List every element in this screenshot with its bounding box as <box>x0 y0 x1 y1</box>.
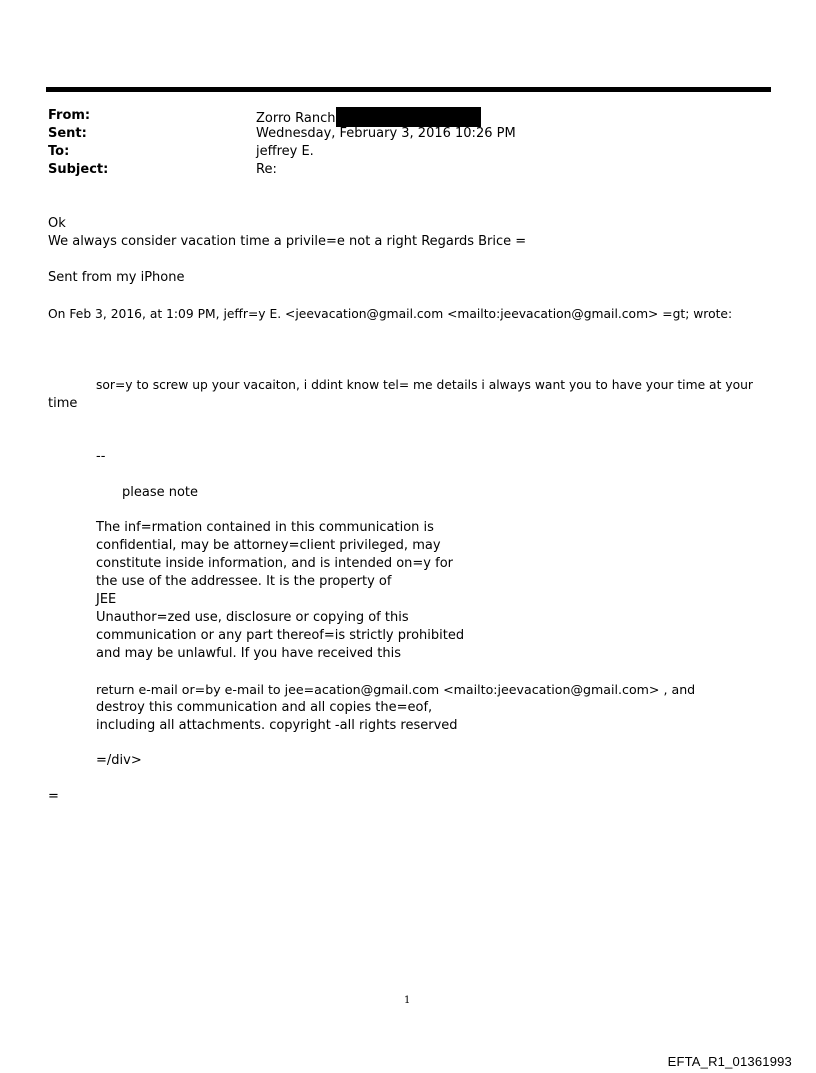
trailing-equals: = <box>48 789 59 804</box>
sent-label: Sent: <box>48 126 87 141</box>
disclaimer-line-7: communication or any part thereof=is strictly prohibited <box>96 628 465 643</box>
redaction-box <box>336 107 481 127</box>
disclaimer-line-3: constitute inside information, and is intended on=y for <box>96 556 454 571</box>
disclaimer-line-6: Unauthor=zed use, disclosure or copying of this <box>96 610 409 625</box>
to-label: To: <box>48 144 70 159</box>
subject-label: Subject: <box>48 162 109 177</box>
disclaimer-line-8: and may be unlawful. If you have received this <box>96 646 402 661</box>
header-rule <box>46 87 771 92</box>
document-id: EFTA_R1_01361993 <box>667 1054 792 1069</box>
disclaimer-line-11: including all attachments. copyright -all rights reserved <box>96 718 458 733</box>
div-close: =/div> <box>96 753 142 768</box>
reply-line-1: Ok <box>48 216 66 231</box>
disclaimer-line-2: confidential, may be attorney=client privileged, may <box>96 538 441 553</box>
quoted-line-1: sor=y to screw up your vacaiton, i ddint know tel= me details i always want you to have your time at your <box>96 378 753 392</box>
disclaimer-line-1: The inf=rmation contained in this communication is <box>96 520 434 535</box>
from-name: Zorro Ranch <box>256 111 336 126</box>
separator: -- <box>96 449 106 464</box>
signature: Sent from my iPhone <box>48 270 185 285</box>
subject-value: Re: <box>256 162 277 177</box>
disclaimer-line-10: destroy this communication and all copies the=eof, <box>96 700 433 715</box>
to-value: jeffrey E. <box>256 144 314 159</box>
reply-line-2: We always consider vacation time a privile=e not a right Regards Brice = <box>48 234 527 249</box>
page-number: 1 <box>404 995 411 1006</box>
please-note: please note <box>122 485 199 500</box>
sent-value: Wednesday, February 3, 2016 10:26 PM <box>256 126 516 141</box>
disclaimer-line-4: the use of the addressee. It is the property of <box>96 574 392 589</box>
from-label: From: <box>48 108 91 123</box>
quoted-line-1-wrap: time <box>48 396 78 411</box>
disclaimer-line-9: return e-mail or=by e-mail to jee=acation@gmail.com <mailto:jeevacation@gmail.com> , and <box>96 682 696 697</box>
quote-intro: On Feb 3, 2016, at 1:09 PM, jeffr=y E. <jeevacation@gmail.com <mailto:jeevacation@gmail.com> =gt; wrote: <box>48 307 733 321</box>
disclaimer-line-5: JEE <box>96 592 117 607</box>
